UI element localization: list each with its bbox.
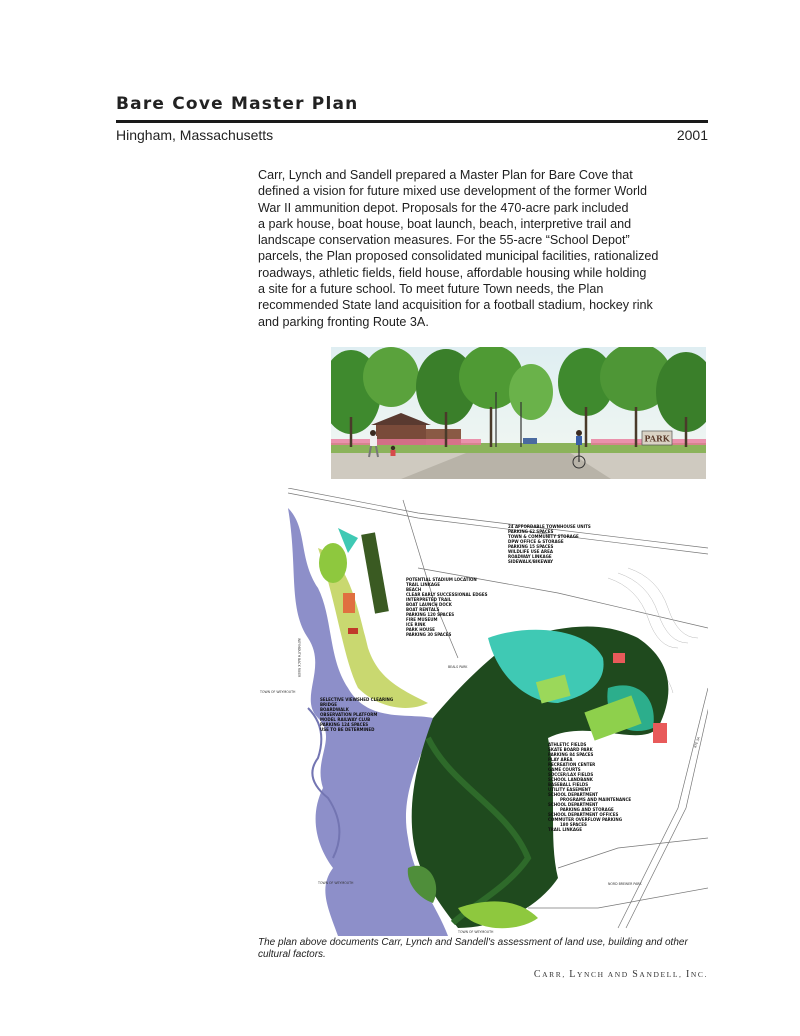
plan-label: PARKING 62 SPACES bbox=[508, 529, 554, 534]
description-line: and parking fronting Route 3A. bbox=[258, 314, 429, 329]
park-entrance-sketch bbox=[331, 347, 706, 479]
plan-label: TRAIL LINKAGE bbox=[406, 582, 440, 587]
plan-label: ATHLETIC FIELDS bbox=[548, 742, 587, 747]
plan-label: BOAT RENTALS bbox=[406, 607, 440, 612]
plan-label: PARKING 120 SPACES bbox=[406, 612, 455, 617]
plan-label: SKATE BOARD PARK bbox=[548, 747, 593, 752]
plan-label: WILDLIFE USE AREA bbox=[508, 549, 553, 554]
plan-label: GAME COURTS bbox=[548, 767, 581, 772]
description-line: a site for a future school. To meet future Town needs, the Plan bbox=[258, 282, 604, 297]
plan-label: PARKING 84 SPACES bbox=[548, 752, 594, 757]
firm-letters: NC. bbox=[690, 970, 708, 979]
description-line: roadways, athletic fields, field house, affordable housing while holding bbox=[258, 265, 647, 280]
plan-label: OBSERVATION PLATFORM bbox=[320, 712, 378, 717]
firm-name bbox=[534, 969, 708, 980]
plan-label: BOARDWALK bbox=[320, 707, 349, 712]
description-line: War II ammunition depot. Proposals for the 470-acre park included bbox=[258, 200, 629, 215]
plan-label: 180 SPACES bbox=[560, 822, 587, 827]
plan-label: SIDEWALK/BIKEWAY bbox=[508, 559, 554, 564]
description-line: landscape conservation measures. For the 55-acre “School Depot” bbox=[258, 233, 630, 248]
place-label: BEALS PARK bbox=[448, 665, 468, 669]
firm-letter: I bbox=[685, 969, 691, 980]
plan-label: ROADWAY LINKAGE bbox=[508, 554, 552, 559]
description-line: defined a vision for future mixed use development of the former World bbox=[258, 184, 647, 199]
plan-label: FIRE MUSEUM bbox=[406, 617, 438, 622]
page-title: Bare Cove Master Plan bbox=[116, 94, 359, 114]
place-label: TOWN OF WEYMOUTH bbox=[260, 690, 296, 694]
plan-label: PARKING 15 SPACES bbox=[508, 544, 554, 549]
plan-label: PARK HOUSE bbox=[406, 627, 435, 632]
plan-label: 24 AFFORDABLE TOWNHOUSE UNITS bbox=[508, 524, 591, 529]
title-rule bbox=[116, 120, 708, 123]
place-label: TOWN OF WEYMOUTH bbox=[318, 881, 354, 885]
firm-letter: L bbox=[569, 969, 577, 980]
place-label: NORD BREWER PARK bbox=[608, 882, 642, 886]
plan-label: UTILITY EASEMENT bbox=[548, 787, 591, 792]
plan-label: ICE RINK bbox=[406, 622, 426, 627]
project-year: 2001 bbox=[676, 127, 708, 143]
plan-label: USE TO BE DETERMINED bbox=[320, 727, 375, 732]
plan-label: TRAIL LINKAGE bbox=[548, 827, 582, 832]
firm-letter: C bbox=[533, 969, 543, 980]
plan-label: BASEBALL FIELDS bbox=[548, 782, 589, 787]
plan-label: SELECTIVE VIEWSHED CLEARING bbox=[320, 697, 394, 702]
description-line: Carr, Lynch and Sandell prepared a Master Plan for Bare Cove that bbox=[258, 168, 633, 182]
plan-label: TOWN & COMMUNITY STORAGE bbox=[508, 534, 579, 539]
plan-label: MODEL RAILWAY CLUB bbox=[320, 717, 371, 722]
project-description bbox=[258, 167, 704, 330]
plan-label: SCHOOL DEPARTMENT OFFICES bbox=[548, 812, 619, 817]
firm-letters: ANDELL, bbox=[639, 970, 686, 979]
plan-label: PARKING 124 SPACES bbox=[320, 722, 369, 727]
place-label: RTE 3A bbox=[693, 736, 701, 749]
park-sign bbox=[642, 431, 672, 445]
plan-label: BEACH bbox=[406, 587, 422, 592]
firm-letters: ARR, bbox=[542, 970, 570, 979]
plan-label: SCHOOL DEPARTMENT bbox=[548, 802, 599, 807]
plan-label: SCHOOL LANDBANK bbox=[548, 777, 593, 782]
plan-label: SCHOOL DEPARTMENT bbox=[548, 792, 599, 797]
plan-label: DPW OFFICE & STORAGE bbox=[508, 539, 564, 544]
car bbox=[523, 438, 537, 444]
description-line: recommended State land acquisition for a football stadium, hockey rink bbox=[258, 298, 653, 313]
place-label: TOWN OF WEYMOUTH bbox=[458, 930, 494, 934]
project-location: Hingham, Massachusetts bbox=[116, 127, 274, 143]
firm-letter: S bbox=[632, 969, 640, 980]
plan-label: BRIDGE bbox=[320, 702, 337, 707]
plan-label: PROGRAMS AND MAINTENANCE bbox=[560, 797, 632, 802]
master-plan-map bbox=[258, 488, 708, 936]
plan-label: SOCCER/LAX FIELDS bbox=[548, 772, 594, 777]
plan-label: RECREATION CENTER bbox=[548, 762, 596, 767]
description-line: a park house, boat house, boat launch, beach, interpretive trail and bbox=[258, 216, 632, 231]
plan-label: PARKING AND STORAGE bbox=[560, 807, 614, 812]
park-sign-text: PARK bbox=[644, 433, 670, 444]
description-line: parcels, the Plan proposed consolidated municipal facilities, rationalized bbox=[258, 249, 659, 264]
plan-label: POTENTIAL STADIUM LOCATION bbox=[406, 577, 477, 582]
plan-label: PARKING 30 SPACES bbox=[406, 632, 452, 637]
figure-caption: The plan above documents Carr, Lynch and Sandell's assessment of land use, building and other cultural factors. bbox=[258, 937, 688, 960]
firm-letters: YNCH AND bbox=[577, 970, 633, 979]
plan-label: PLAY AREA bbox=[548, 757, 573, 762]
place-label: WEYMOUTH BACK RIVER bbox=[297, 638, 301, 678]
plan-label: COMMUTER OVERFLOW PARKING bbox=[548, 817, 622, 822]
plan-label: CLEAR EARLY SUCCESSIONAL EDGES bbox=[406, 592, 488, 597]
plan-label: BOAT LAUNCH DOCK bbox=[406, 602, 452, 607]
plan-label: INTERPRETED TRAIL bbox=[406, 597, 452, 602]
